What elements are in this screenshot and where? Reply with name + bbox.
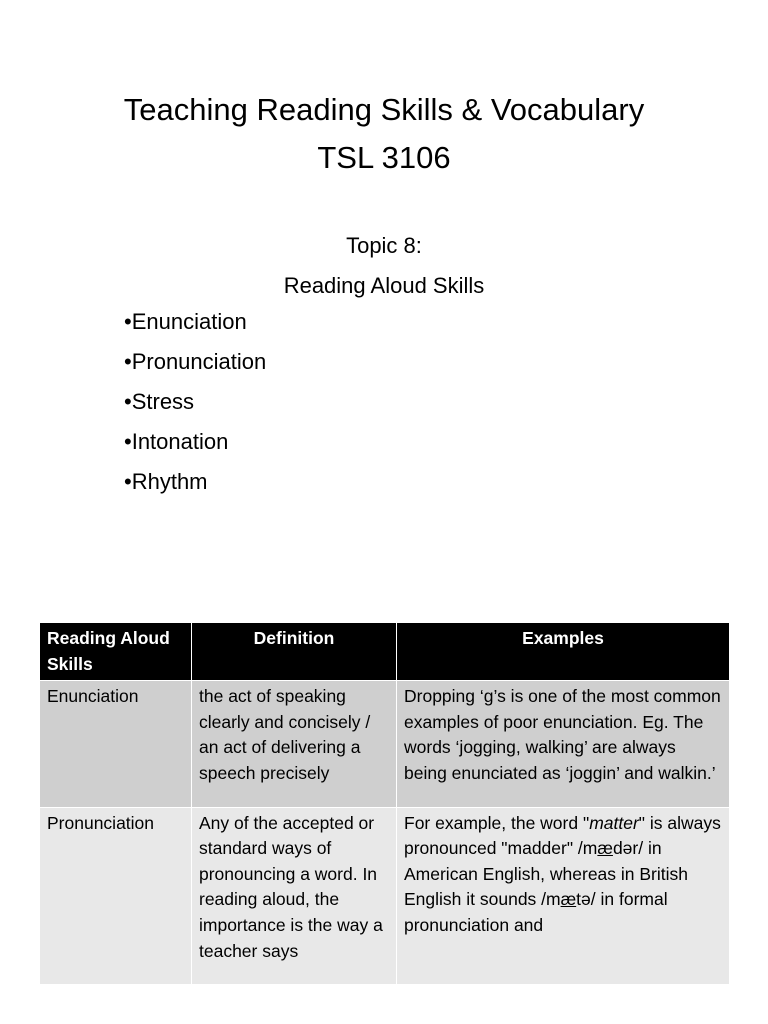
example-text: " is always pronounced "madder" /m [404, 812, 721, 859]
table-row [40, 807, 730, 985]
cell-examples [397, 807, 730, 985]
example-text: tə/ in formal pronunciation and [404, 889, 668, 935]
table-header-row [40, 623, 730, 681]
skills-table [39, 622, 730, 985]
cell-definition: the act of speaking clearly and concisely / an act of delivering a speech precisely [192, 681, 397, 807]
slide-title [0, 86, 768, 182]
header-examples: Examples [397, 623, 730, 681]
table-row [40, 681, 730, 807]
cell-definition: Any of the accepted or standard ways of pronouncing a word. In reading aloud, the importance is the way a teacher says [192, 807, 397, 985]
topic-subtitle [0, 226, 768, 306]
cell-skill: Enunciation [40, 681, 192, 807]
bullet-item: •Enunciation [124, 309, 247, 334]
title-line-1: Teaching Reading Skills & Vocabulary [123, 92, 645, 127]
bullet-item: •Rhythm [124, 469, 208, 494]
topic-name: Reading Aloud Skills [283, 273, 485, 298]
phonetic-symbol: æ [560, 889, 577, 910]
bullet-item: •Pronunciation [124, 349, 267, 374]
example-word-matter: matter [589, 812, 639, 833]
skills-bullet-list [124, 302, 266, 502]
topic-number: Topic 8: [346, 233, 422, 258]
cell-examples: Dropping ‘g’s is one of the most common examples of poor enunciation. Eg. The words ‘jogging, walking’ are always being enunciated as ‘joggin’ and walkin.’ [397, 681, 730, 807]
cell-skill: Pronunciation [40, 807, 192, 985]
bullet-item: •Intonation [124, 429, 229, 454]
header-definition: Definition [192, 623, 397, 681]
header-skill: Reading Aloud Skills [40, 623, 192, 681]
bullet-item: •Stress [124, 389, 195, 414]
example-text: For example, the word " [404, 812, 590, 833]
example-text: dər/ in American English, whereas in British English it sounds /m [404, 838, 689, 910]
title-line-2: TSL 3106 [317, 140, 451, 175]
phonetic-symbol: æ [597, 838, 613, 859]
